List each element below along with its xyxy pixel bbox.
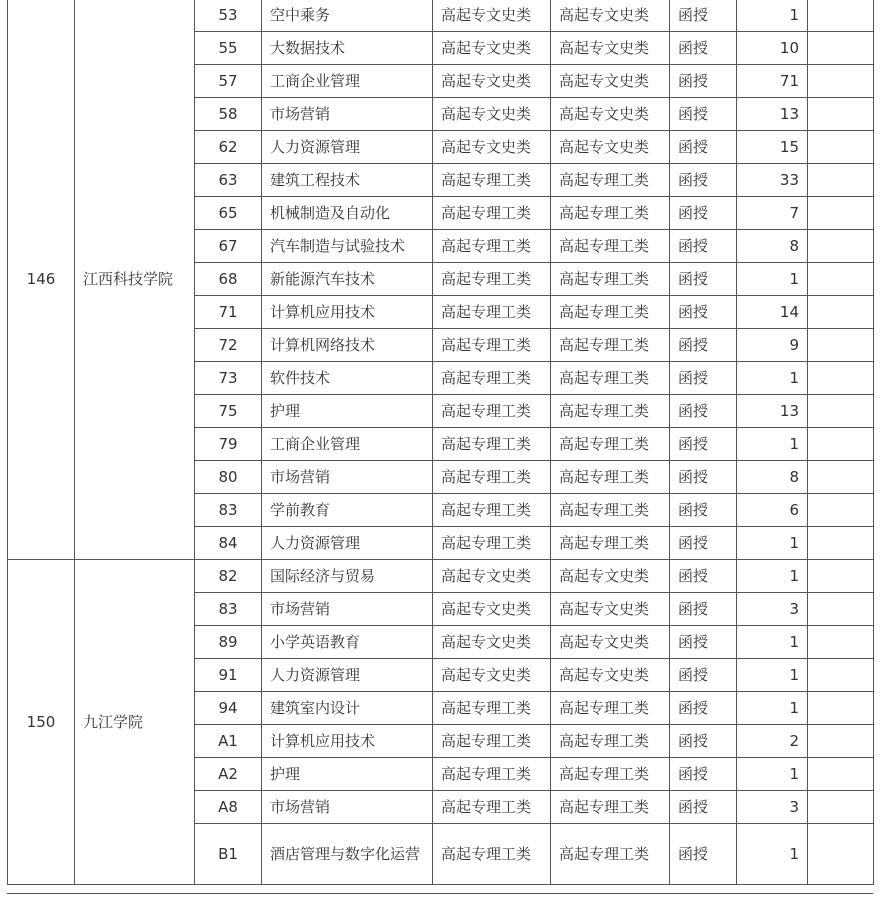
- study-mode-cell: 函授: [670, 461, 737, 494]
- major-name-cell: 护理: [262, 395, 433, 428]
- empty-cell: [808, 164, 874, 197]
- major-code-cell: 58: [195, 98, 262, 131]
- major-name-cell: 酒店管理与数字化运营: [262, 824, 433, 885]
- empty-cell: [808, 395, 874, 428]
- major-code-cell: 82: [195, 560, 262, 593]
- major-code-cell: 79: [195, 428, 262, 461]
- plan-count-cell: 1: [737, 560, 808, 593]
- category-cell: 高起专文史类: [433, 626, 551, 659]
- major-name-cell: 市场营销: [262, 791, 433, 824]
- plan-count-cell: 1: [737, 263, 808, 296]
- institution-code-cell: 146: [8, 0, 75, 560]
- major-code-cell: 62: [195, 131, 262, 164]
- subject-category-cell: 高起专文史类: [551, 65, 670, 98]
- major-name-cell: 机械制造及自动化: [262, 197, 433, 230]
- study-mode-cell: 函授: [670, 527, 737, 560]
- empty-cell: [808, 593, 874, 626]
- study-mode-cell: 函授: [670, 197, 737, 230]
- category-cell: 高起专理工类: [433, 296, 551, 329]
- empty-cell: [808, 626, 874, 659]
- study-mode-cell: 函授: [670, 329, 737, 362]
- study-mode-cell: 函授: [670, 593, 737, 626]
- empty-cell: [808, 494, 874, 527]
- category-cell: 高起专文史类: [433, 560, 551, 593]
- plan-count-cell: 8: [737, 461, 808, 494]
- study-mode-cell: 函授: [670, 494, 737, 527]
- empty-cell: [808, 263, 874, 296]
- empty-cell: [808, 725, 874, 758]
- study-mode-cell: 函授: [670, 164, 737, 197]
- enrollment-table: [7, 0, 874, 885]
- study-mode-cell: 函授: [670, 65, 737, 98]
- empty-cell: [808, 560, 874, 593]
- study-mode-cell: 函授: [670, 560, 737, 593]
- study-mode-cell: 函授: [670, 395, 737, 428]
- category-cell: 高起专理工类: [433, 461, 551, 494]
- empty-cell: [808, 230, 874, 263]
- major-name-cell: 计算机网络技术: [262, 329, 433, 362]
- empty-cell: [808, 0, 874, 32]
- table-bottom-rule: [7, 893, 873, 894]
- plan-count-cell: 7: [737, 197, 808, 230]
- category-cell: 高起专理工类: [433, 362, 551, 395]
- plan-count-cell: 1: [737, 428, 808, 461]
- major-name-cell: 工商企业管理: [262, 65, 433, 98]
- category-cell: 高起专理工类: [433, 197, 551, 230]
- subject-category-cell: 高起专文史类: [551, 0, 670, 32]
- major-code-cell: 63: [195, 164, 262, 197]
- major-name-cell: 计算机应用技术: [262, 725, 433, 758]
- plan-count-cell: 6: [737, 494, 808, 527]
- category-cell: 高起专理工类: [433, 164, 551, 197]
- study-mode-cell: 函授: [670, 428, 737, 461]
- subject-category-cell: 高起专理工类: [551, 230, 670, 263]
- plan-count-cell: 10: [737, 32, 808, 65]
- subject-category-cell: 高起专理工类: [551, 362, 670, 395]
- subject-category-cell: 高起专理工类: [551, 494, 670, 527]
- major-code-cell: 55: [195, 32, 262, 65]
- study-mode-cell: 函授: [670, 725, 737, 758]
- subject-category-cell: 高起专文史类: [551, 560, 670, 593]
- plan-count-cell: 8: [737, 230, 808, 263]
- empty-cell: [808, 296, 874, 329]
- empty-cell: [808, 758, 874, 791]
- category-cell: 高起专文史类: [433, 32, 551, 65]
- plan-count-cell: 1: [737, 758, 808, 791]
- major-name-cell: 护理: [262, 758, 433, 791]
- empty-cell: [808, 329, 874, 362]
- category-cell: 高起专理工类: [433, 395, 551, 428]
- plan-count-cell: 9: [737, 329, 808, 362]
- major-code-cell: 75: [195, 395, 262, 428]
- category-cell: 高起专理工类: [433, 824, 551, 885]
- subject-category-cell: 高起专理工类: [551, 263, 670, 296]
- major-name-cell: 汽车制造与试验技术: [262, 230, 433, 263]
- plan-count-cell: 15: [737, 131, 808, 164]
- subject-category-cell: 高起专理工类: [551, 395, 670, 428]
- major-code-cell: 53: [195, 0, 262, 32]
- subject-category-cell: 高起专理工类: [551, 791, 670, 824]
- category-cell: 高起专文史类: [433, 131, 551, 164]
- major-name-cell: 市场营销: [262, 461, 433, 494]
- empty-cell: [808, 428, 874, 461]
- major-code-cell: 84: [195, 527, 262, 560]
- empty-cell: [808, 824, 874, 885]
- major-code-cell: 71: [195, 296, 262, 329]
- major-name-cell: 学前教育: [262, 494, 433, 527]
- major-code-cell: 80: [195, 461, 262, 494]
- subject-category-cell: 高起专理工类: [551, 725, 670, 758]
- empty-cell: [808, 131, 874, 164]
- plan-count-cell: 3: [737, 593, 808, 626]
- empty-cell: [808, 32, 874, 65]
- major-name-cell: 新能源汽车技术: [262, 263, 433, 296]
- empty-cell: [808, 527, 874, 560]
- plan-count-cell: 14: [737, 296, 808, 329]
- category-cell: 高起专理工类: [433, 329, 551, 362]
- study-mode-cell: 函授: [670, 692, 737, 725]
- empty-cell: [808, 362, 874, 395]
- table-row: [8, 560, 874, 593]
- major-code-cell: 89: [195, 626, 262, 659]
- subject-category-cell: 高起专理工类: [551, 527, 670, 560]
- major-name-cell: 小学英语教育: [262, 626, 433, 659]
- study-mode-cell: 函授: [670, 296, 737, 329]
- plan-count-cell: 3: [737, 791, 808, 824]
- empty-cell: [808, 197, 874, 230]
- subject-category-cell: 高起专文史类: [551, 131, 670, 164]
- category-cell: 高起专理工类: [433, 758, 551, 791]
- institution-code-cell: 150: [8, 560, 75, 885]
- major-code-cell: 73: [195, 362, 262, 395]
- major-name-cell: 市场营销: [262, 98, 433, 131]
- study-mode-cell: 函授: [670, 0, 737, 32]
- table-body: [8, 0, 874, 885]
- subject-category-cell: 高起专理工类: [551, 461, 670, 494]
- study-mode-cell: 函授: [670, 626, 737, 659]
- major-name-cell: 国际经济与贸易: [262, 560, 433, 593]
- institution-name-cell: 九江学院: [75, 560, 195, 885]
- major-name-cell: 人力资源管理: [262, 527, 433, 560]
- study-mode-cell: 函授: [670, 758, 737, 791]
- study-mode-cell: 函授: [670, 230, 737, 263]
- category-cell: 高起专文史类: [433, 65, 551, 98]
- empty-cell: [808, 659, 874, 692]
- study-mode-cell: 函授: [670, 98, 737, 131]
- study-mode-cell: 函授: [670, 362, 737, 395]
- subject-category-cell: 高起专理工类: [551, 428, 670, 461]
- major-code-cell: 65: [195, 197, 262, 230]
- subject-category-cell: 高起专理工类: [551, 329, 670, 362]
- plan-count-cell: 1: [737, 527, 808, 560]
- major-code-cell: 68: [195, 263, 262, 296]
- category-cell: 高起专理工类: [433, 494, 551, 527]
- major-code-cell: A1: [195, 725, 262, 758]
- category-cell: 高起专文史类: [433, 659, 551, 692]
- major-name-cell: 计算机应用技术: [262, 296, 433, 329]
- major-name-cell: 人力资源管理: [262, 131, 433, 164]
- subject-category-cell: 高起专文史类: [551, 98, 670, 131]
- category-cell: 高起专文史类: [433, 98, 551, 131]
- empty-cell: [808, 98, 874, 131]
- study-mode-cell: 函授: [670, 32, 737, 65]
- plan-count-cell: 1: [737, 659, 808, 692]
- major-code-cell: A8: [195, 791, 262, 824]
- category-cell: 高起专理工类: [433, 692, 551, 725]
- subject-category-cell: 高起专理工类: [551, 824, 670, 885]
- subject-category-cell: 高起专理工类: [551, 296, 670, 329]
- subject-category-cell: 高起专理工类: [551, 692, 670, 725]
- empty-cell: [808, 791, 874, 824]
- category-cell: 高起专理工类: [433, 263, 551, 296]
- subject-category-cell: 高起专文史类: [551, 593, 670, 626]
- major-code-cell: 94: [195, 692, 262, 725]
- category-cell: 高起专理工类: [433, 725, 551, 758]
- category-cell: 高起专理工类: [433, 428, 551, 461]
- category-cell: 高起专理工类: [433, 527, 551, 560]
- category-cell: 高起专理工类: [433, 791, 551, 824]
- major-code-cell: 72: [195, 329, 262, 362]
- subject-category-cell: 高起专理工类: [551, 164, 670, 197]
- institution-name-cell: 江西科技学院: [75, 0, 195, 560]
- major-name-cell: 工商企业管理: [262, 428, 433, 461]
- major-name-cell: 市场营销: [262, 593, 433, 626]
- study-mode-cell: 函授: [670, 263, 737, 296]
- category-cell: 高起专理工类: [433, 230, 551, 263]
- subject-category-cell: 高起专理工类: [551, 197, 670, 230]
- category-cell: 高起专文史类: [433, 0, 551, 32]
- major-code-cell: 91: [195, 659, 262, 692]
- major-name-cell: 人力资源管理: [262, 659, 433, 692]
- study-mode-cell: 函授: [670, 131, 737, 164]
- plan-count-cell: 13: [737, 395, 808, 428]
- plan-count-cell: 1: [737, 626, 808, 659]
- study-mode-cell: 函授: [670, 824, 737, 885]
- major-code-cell: B1: [195, 824, 262, 885]
- subject-category-cell: 高起专理工类: [551, 758, 670, 791]
- subject-category-cell: 高起专文史类: [551, 626, 670, 659]
- empty-cell: [808, 461, 874, 494]
- plan-count-cell: 2: [737, 725, 808, 758]
- empty-cell: [808, 692, 874, 725]
- major-code-cell: 57: [195, 65, 262, 98]
- plan-count-cell: 33: [737, 164, 808, 197]
- empty-cell: [808, 65, 874, 98]
- study-mode-cell: 函授: [670, 659, 737, 692]
- category-cell: 高起专文史类: [433, 593, 551, 626]
- major-name-cell: 软件技术: [262, 362, 433, 395]
- major-code-cell: 67: [195, 230, 262, 263]
- major-name-cell: 大数据技术: [262, 32, 433, 65]
- major-code-cell: A2: [195, 758, 262, 791]
- study-mode-cell: 函授: [670, 791, 737, 824]
- plan-count-cell: 1: [737, 692, 808, 725]
- major-name-cell: 建筑室内设计: [262, 692, 433, 725]
- major-code-cell: 83: [195, 494, 262, 527]
- plan-count-cell: 13: [737, 98, 808, 131]
- major-name-cell: 空中乘务: [262, 0, 433, 32]
- plan-count-cell: 1: [737, 0, 808, 32]
- major-name-cell: 建筑工程技术: [262, 164, 433, 197]
- subject-category-cell: 高起专文史类: [551, 32, 670, 65]
- plan-count-cell: 1: [737, 824, 808, 885]
- major-code-cell: 83: [195, 593, 262, 626]
- plan-count-cell: 1: [737, 362, 808, 395]
- table-row: [8, 0, 874, 32]
- plan-count-cell: 71: [737, 65, 808, 98]
- subject-category-cell: 高起专文史类: [551, 659, 670, 692]
